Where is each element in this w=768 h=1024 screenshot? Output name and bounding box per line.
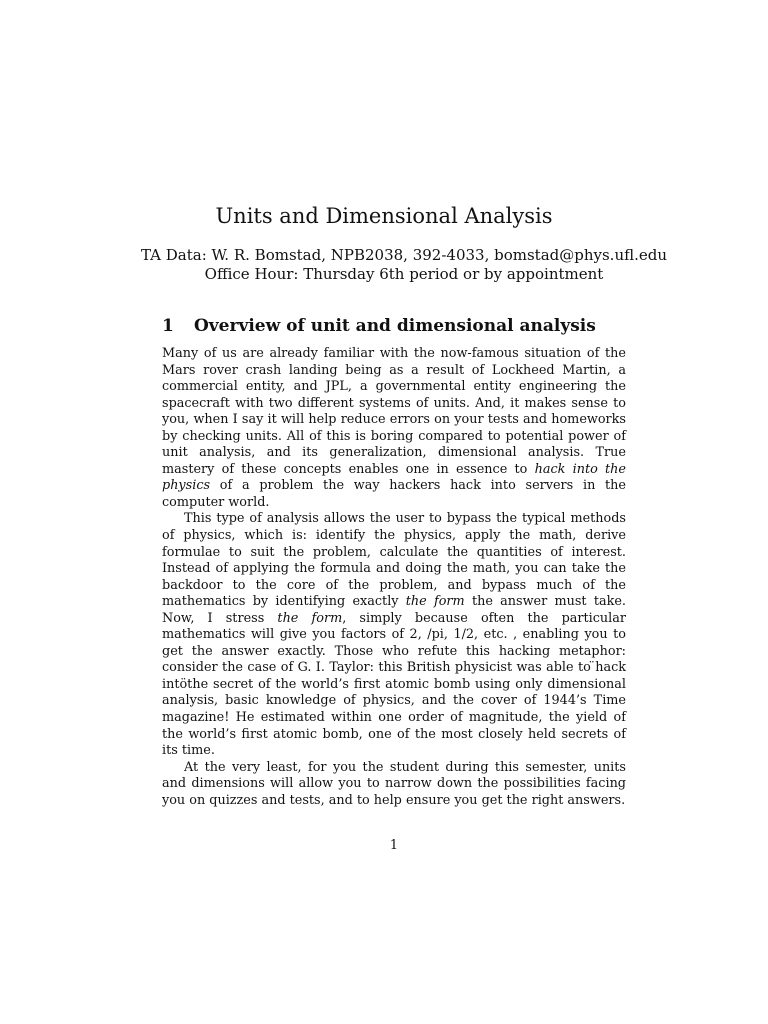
paragraph-2 [162, 511, 626, 759]
paragraph-1 [162, 346, 626, 511]
paragraph-2-text-c: , simply because often the particular mathematics will give you factors of 2, /pi, 1/2, etc. , enabling you to get the answer exactly. Those who refute this hacking metaphor: consider the case of G. I. Taylor: this British physicist was able to ̈hack intöthe secret of the world’s first atomic bomb using only dimensional analysis, basic knowledge of physics, and the cover of 1944’s Time magazine! He estimated within one order of magnitude, the yield of the world’s first atomic bomb, one of the most closely held secrets of its time. [162, 610, 627, 759]
office-hour-line: Office Hour: Thursday 6th period or by appointment [204, 265, 604, 283]
paragraph-3: At the very least, for you the student during this semester, units and dimensions will allow you to narrow down the possibilities facing you on quizzes and tests, and to help ensure you get the right answers. [162, 759, 626, 808]
section-number: 1 [162, 316, 174, 336]
paragraph-2-emphasis-2: the form [277, 610, 343, 626]
page-title: Units and Dimensional Analysis [215, 204, 553, 228]
section-title: Overview of unit and dimensional analysis [194, 316, 596, 336]
paragraph-1-text-a: Many of us are already familiar with the now-famous situation of the Mars rover crash landing being as a result of Lockheed Martin, a commercial entity, and JPL, a governmental entity engineering the spacecraft with two different systems of units. And, it makes sense to you, when I say it will help reduce errors on your tests and homeworks by checking units. All of this is boring compared to potential power of unit analysis, and its generalization, dimensional analysis. True mastery of these concepts enables one in essence to [162, 346, 626, 477]
author-info [0, 246, 768, 284]
paragraph-2-text-b: the answer must take. Now, I stress [162, 594, 626, 626]
page-number: 1 [389, 838, 399, 853]
paragraph-2-text-a: This type of analysis allows the user to bypass the typical methods of physics, which is: identify the physics, apply the math, derive formulae to suit the problem, calculate the quantities of interest. Instead of applying the formula and doing the math, you can take the backdoor to the core of the problem, and bypass much of the mathematics by identifying exactly [162, 511, 626, 610]
section-body [162, 346, 626, 809]
paragraph-2-emphasis-1: the form [405, 594, 465, 610]
ta-info-line: TA Data: W. R. Bomstad, NPB2038, 392-4033, bomstad@phys.ufl.edu [140, 246, 668, 264]
paragraph-1-text-b: of a problem the way hackers hack into servers in the computer world. [162, 478, 626, 510]
section-heading [162, 314, 596, 338]
paragraph-1-emphasis: hack into the physics [162, 461, 626, 494]
